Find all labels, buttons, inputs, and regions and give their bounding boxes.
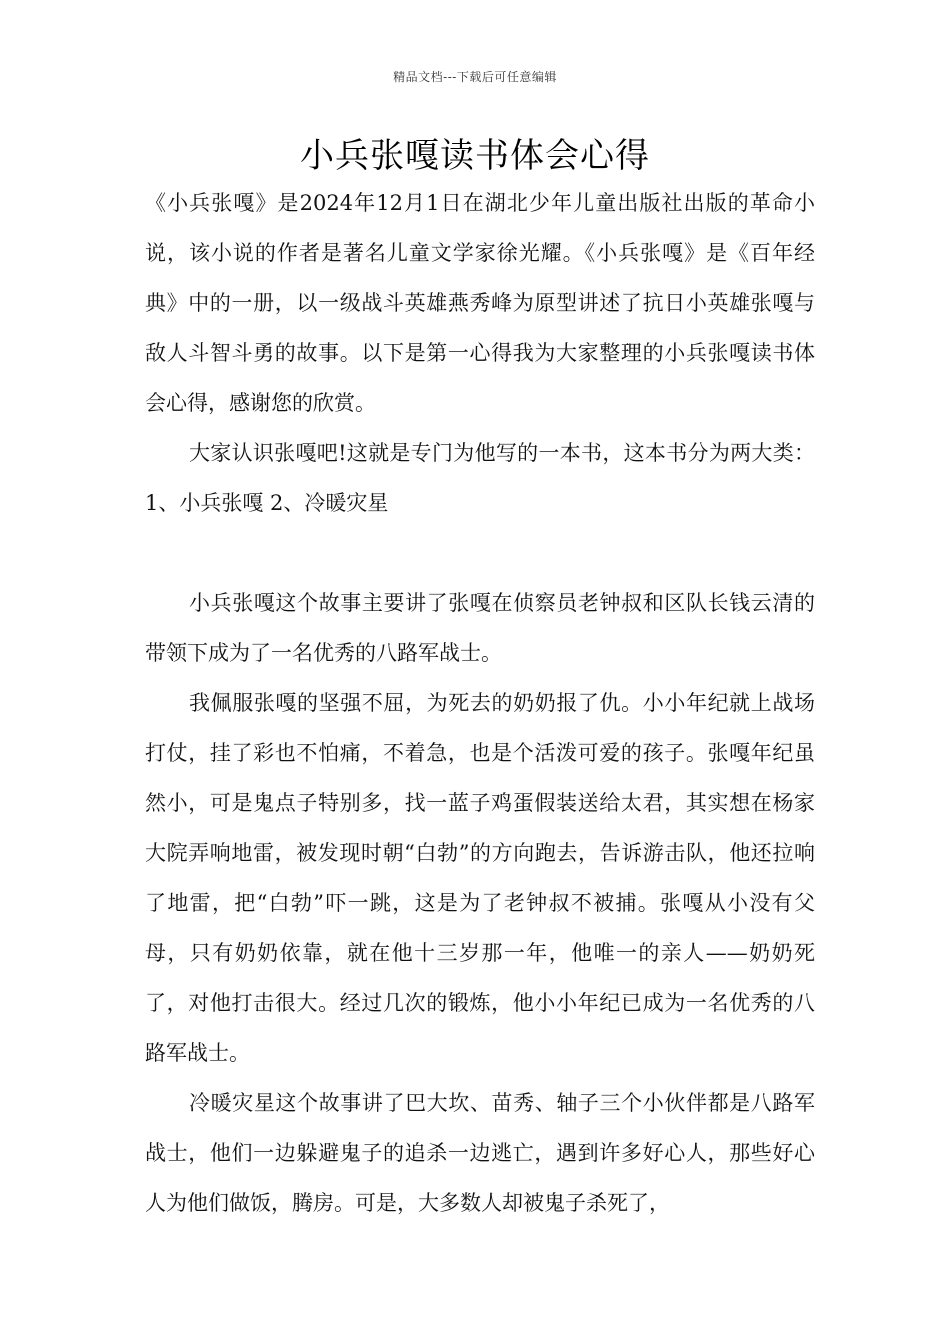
- paragraph-spacer: [145, 528, 815, 578]
- header-note: 精品文档---下载后可任意编辑: [393, 70, 557, 84]
- document-title: 小兵张嘎读书体会心得: [300, 136, 650, 176]
- document-body: [145, 178, 815, 1228]
- paragraph-intro: 《小兵张嘎》是2024年12月1日在湖北少年儿童出版社出版的革命小说，该小说的作者是著名儿童文学家徐光耀。《小兵张嘎》是《百年经典》中的一册，以一级战斗英雄燕秀峰为原型讲述了抗日小英雄张嘎与敌人斗智斗勇的故事。以下是第一心得我为大家整理的小兵张嘎读书体会心得，感谢您的欣赏。: [145, 191, 815, 415]
- paragraph-book-parts: 大家认识张嘎吧!这就是专门为他写的一本书，这本书分为两大类：1、小兵张嘎 2、冷暖灾星: [145, 441, 815, 515]
- paragraph-story-one: 小兵张嘎这个故事主要讲了张嘎在侦察员老钟叔和区队长钱云清的带领下成为了一名优秀的八路军战士。: [145, 591, 815, 665]
- paragraph-admiration: 我佩服张嘎的坚强不屈，为死去的奶奶报了仇。小小年纪就上战场打仗，挂了彩也不怕痛，不着急，也是个活泼可爱的孩子。张嘎年纪虽然小，可是鬼点子特别多，找一蓝子鸡蛋假装送给太君，其实想在杨家大院弄响地雷，被发现时朝“白勃”的方向跑去，告诉游击队，他还拉响了地雷，把“白勃”吓一跳，这是为了老钟叔不被捕。张嘎从小没有父母，只有奶奶依靠，就在他十三岁那一年，他唯一的亲人——奶奶死了，对他打击很大。经过几次的锻炼，他小小年纪已成为一名优秀的八路军战士。: [145, 691, 815, 1065]
- paragraph-story-two: 冷暖灾星这个故事讲了巴大坎、苗秀、轴子三个小伙伴都是八路军战士，他们一边躲避鬼子的追杀一边逃亡，遇到许多好心人，那些好心人为他们做饭，腾房。可是，大多数人却被鬼子杀死了，: [145, 1091, 815, 1215]
